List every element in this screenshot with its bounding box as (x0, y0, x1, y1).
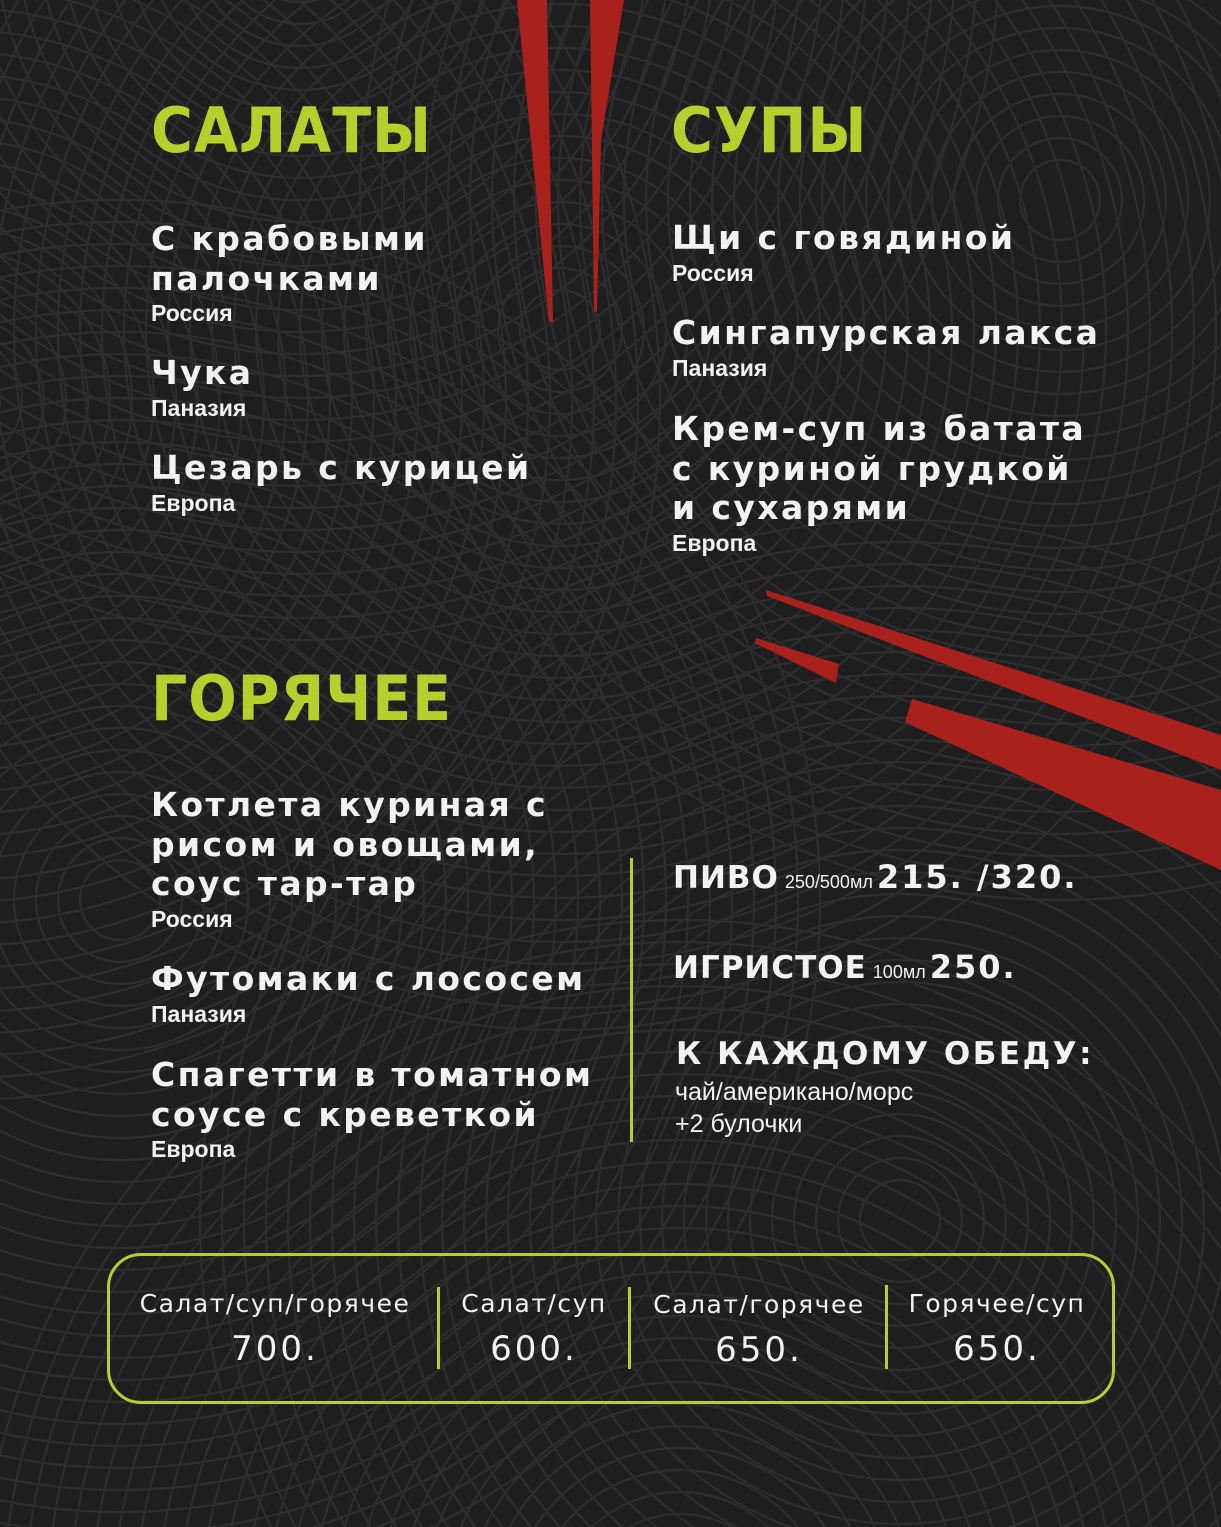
soup-item-origin: Европа (672, 529, 757, 556)
drink-volume: 250/500мл (784, 872, 873, 892)
soup-item-name: Крем-суп из батата с куриной грудкой и сухарями (672, 409, 1087, 527)
hot-item-name: Спагетти в томатном соусе с креветкой (151, 1055, 594, 1134)
combo-divider (885, 1285, 888, 1369)
hot-heading: ГОРЯЧЕЕ (151, 662, 453, 735)
salad-item (151, 219, 591, 327)
combo-label: Салат/суп (461, 1289, 607, 1318)
hot-item (151, 785, 611, 933)
combo-divider (437, 1287, 440, 1369)
soup-item-name: Щи с говядиной (672, 218, 1016, 257)
drink-price: 215. /320. (876, 858, 1078, 896)
soup-item-origin: Россия (672, 259, 754, 286)
extras-line: +2 булочки (675, 1110, 803, 1138)
salad-item-origin: Паназия (151, 394, 247, 421)
drink-row (673, 948, 1017, 986)
extras-line: чай/американо/морс (675, 1078, 914, 1106)
drink-row (673, 858, 1078, 896)
salad-item (151, 448, 591, 517)
hot-item-name: Футомаки с лососем (151, 959, 586, 998)
combo-option (122, 1289, 428, 1369)
salad-item-name: Цезарь с курицей (151, 448, 532, 487)
soup-item-origin: Паназия (672, 354, 768, 381)
soup-item (672, 218, 1142, 287)
combo-label: Салат/горячее (653, 1290, 865, 1319)
salad-item-name: Чука (151, 353, 254, 392)
extras-title: К КАЖДОМУ ОБЕДУ: (676, 1036, 1094, 1072)
soups-heading: СУПЫ (671, 94, 868, 167)
hot-item-origin: Европа (151, 1136, 236, 1162)
soup-item-name: Сингапурская лакса (672, 313, 1101, 352)
combo-option (893, 1289, 1101, 1369)
combo-price: 600. (490, 1329, 578, 1369)
hot-item-name: Котлета куриная с рисом и овощами, соус тар-тар (151, 785, 548, 903)
combo-label: Салат/суп/горячее (139, 1289, 411, 1318)
salad-item-name: С крабовыми палочками (151, 219, 428, 298)
combo-price: 650. (953, 1329, 1041, 1369)
hot-item-origin: Россия (151, 905, 233, 932)
drink-volume: 100мл (872, 962, 926, 982)
combo-divider (628, 1287, 631, 1369)
hot-item-origin: Паназия (151, 1000, 247, 1027)
combo-option (446, 1289, 622, 1369)
salads-heading: САЛАТЫ (151, 94, 433, 167)
combo-price: 700. (231, 1329, 319, 1369)
soup-item (672, 409, 1142, 557)
drink-name: ПИВО (673, 860, 779, 896)
salad-item-origin: Россия (151, 300, 233, 326)
drink-price: 250. (929, 948, 1017, 986)
salad-item (151, 353, 591, 422)
combo-price: 650. (715, 1330, 803, 1370)
section-divider (630, 858, 633, 1142)
hot-item (151, 1055, 611, 1163)
soup-item (672, 313, 1142, 382)
drink-name: ИГРИСТОЕ (673, 950, 867, 986)
combo-option (638, 1290, 880, 1370)
hot-item (151, 959, 611, 1028)
combo-label: Горячее/суп (908, 1289, 1086, 1318)
salad-item-origin: Европа (151, 489, 236, 516)
